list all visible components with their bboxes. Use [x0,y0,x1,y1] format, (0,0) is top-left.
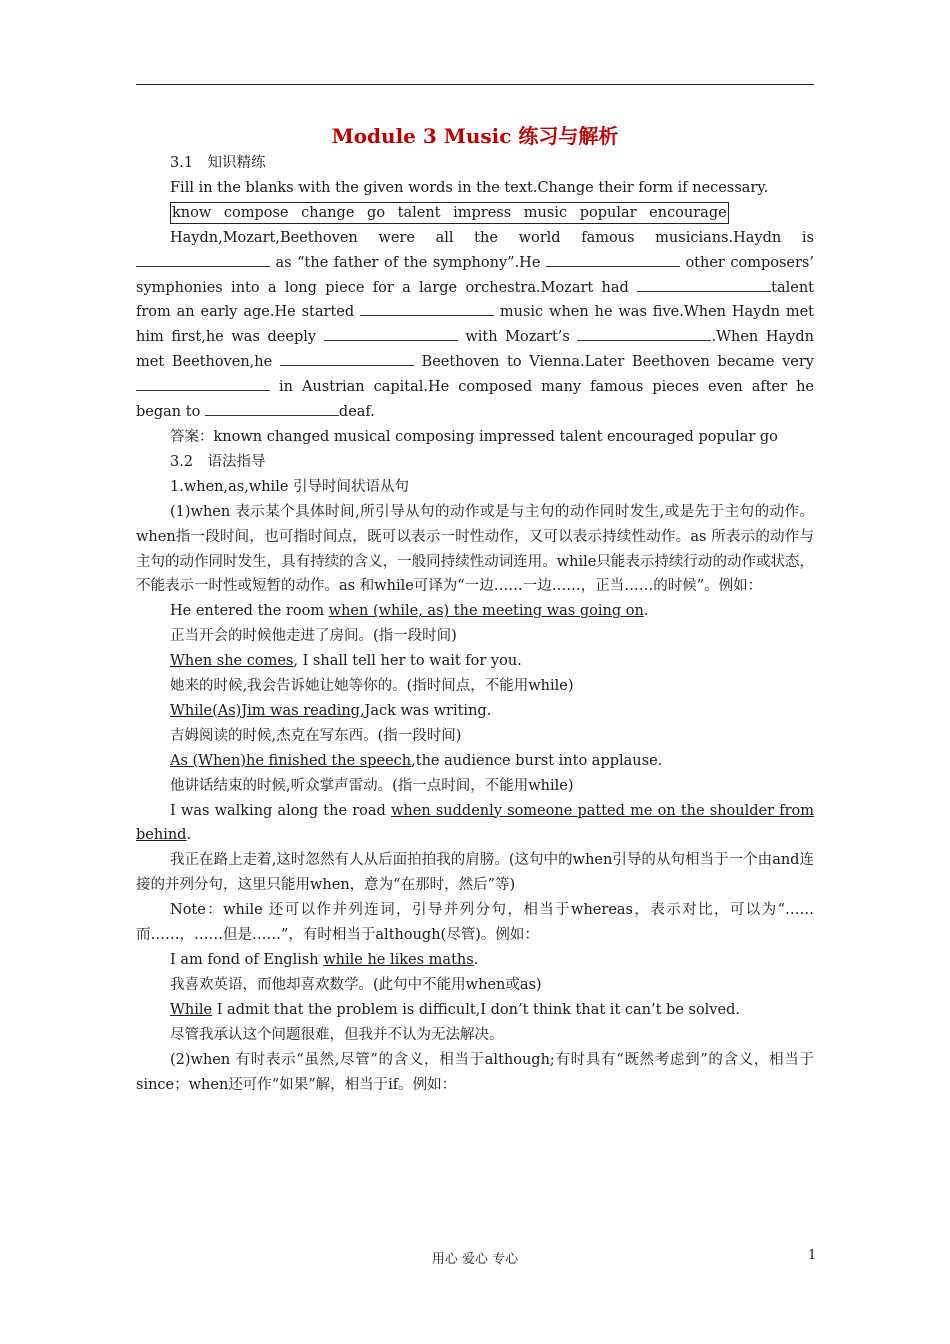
page-title: Module 3 Music 练习与解析 [331,124,619,148]
document-body [136,121,814,1097]
example-4-translation: 他讲话结束的时候,听众掌声雷动。(指一点时间，不能用while) [170,777,574,794]
blank-5[interactable] [324,325,458,341]
blank-8[interactable] [136,375,270,391]
word-box: know compose change go talent impress music popular encourage [170,202,729,224]
header-rule [136,84,814,85]
section-3-2-heading: 3.2 语法指导 [170,453,266,470]
example-3: While(As)Jim was reading,Jack was writing. [170,702,492,719]
example-5-translation: 我正在路上走着,这时忽然有人从后面拍拍我的肩膀。(这句中的when引导的从句相当于一个由and连接的并列分句，这里只能用when，意为“在那时，然后”等) [136,852,814,894]
example-6-translation: 我喜欢英语，而他却喜欢数学。(此句中不能用when或as) [170,976,542,993]
cloze-passage: Haydn,Mozart,Beethoven were all the world famous musicians.Haydn is as “the father of the symphony”.He other composers’ symphonies into a long piece for a large orchestra.Mozart had talent from an early age.He started music when he was five.When Haydn met him first,he was deeply with Mozart’s .When Haydn met Beethoven,he Beethoven to Vienna.Later Beethoven became very in Austrian capital.He composed many famous pieces even after he began to deaf. [136,229,814,421]
word-box-line [136,201,814,226]
page-footer: 用心 爱心 专心 [431,1252,519,1267]
example-3-translation: 吉姆阅读的时候,杰克在写东西。(指一段时间) [170,727,462,744]
answer-key: 答案：known changed musical composing impressed talent encouraged popular go [170,428,778,445]
exercise-instruction: Fill in the blanks with the given words in the text.Change their form if necessary. [170,179,769,196]
grammar-paragraph-1: (1)when 表示某个具体时间,所引导从句的动作或是与主句的动作同时发生,或是先于主句的动作。when指一段时间，也可指时间点，既可以表示一时性动作，又可以表示持续性动作。as 所表示的动作与主句的动作同时发生，具有持续的含义，一般同持续性动词连用。while只能表示持续行动的动作或状态，不能表示一时性或短暂的动作。as 和while可译为“一边……一边……，正当……的时候”。例如： [136,503,814,595]
blank-1[interactable] [136,251,270,267]
subheading-when-as-while: 1.when,as,while 引导时间状语从句 [170,478,410,495]
example-7-translation: 尽管我承认这个问题很难，但我并不认为无法解决。 [170,1026,504,1043]
blank-3[interactable] [637,276,771,292]
note-paragraph: Note：while 还可以作并列连词，引导并列分句，相当于whereas，表示对比，可以为“……而……，……但是……”，有时相当于although(尽管)。例如： [136,902,814,944]
section-3-1-heading: 3.1 知识精练 [170,155,266,171]
blank-4[interactable] [360,300,494,316]
grammar-paragraph-2: (2)when 有时表示“虽然,尽管”的含义，相当于although;有时具有“既然考虑到”的含义，相当于since；when还可作“如果”解，相当于if。例如： [136,1051,814,1093]
blank-7[interactable] [280,350,414,366]
example-1: He entered the room when (while, as) the meeting was going on. [170,603,649,620]
example-5: I was walking along the road when suddenly someone patted me on the shoulder from behind. [136,802,815,844]
page-number: 1 [808,1248,817,1263]
blank-9[interactable] [205,400,339,416]
blank-6[interactable] [577,325,711,341]
example-2-translation: 她来的时候,我会告诉她让她等你的。(指时间点，不能用while) [170,678,574,695]
blank-2[interactable] [546,251,680,267]
example-6: I am fond of English while he likes maths. [170,952,479,968]
example-4: As (When)he finished the speech,the audience burst into applause. [170,752,663,769]
example-2: When she comes, I shall tell her to wait for you. [170,653,522,670]
example-1-translation: 正当开会的时候他走进了房间。(指一段时间) [170,628,457,645]
example-7: While I admit that the problem is difficult,I don’t think that it can’t be solved. [170,1001,740,1018]
